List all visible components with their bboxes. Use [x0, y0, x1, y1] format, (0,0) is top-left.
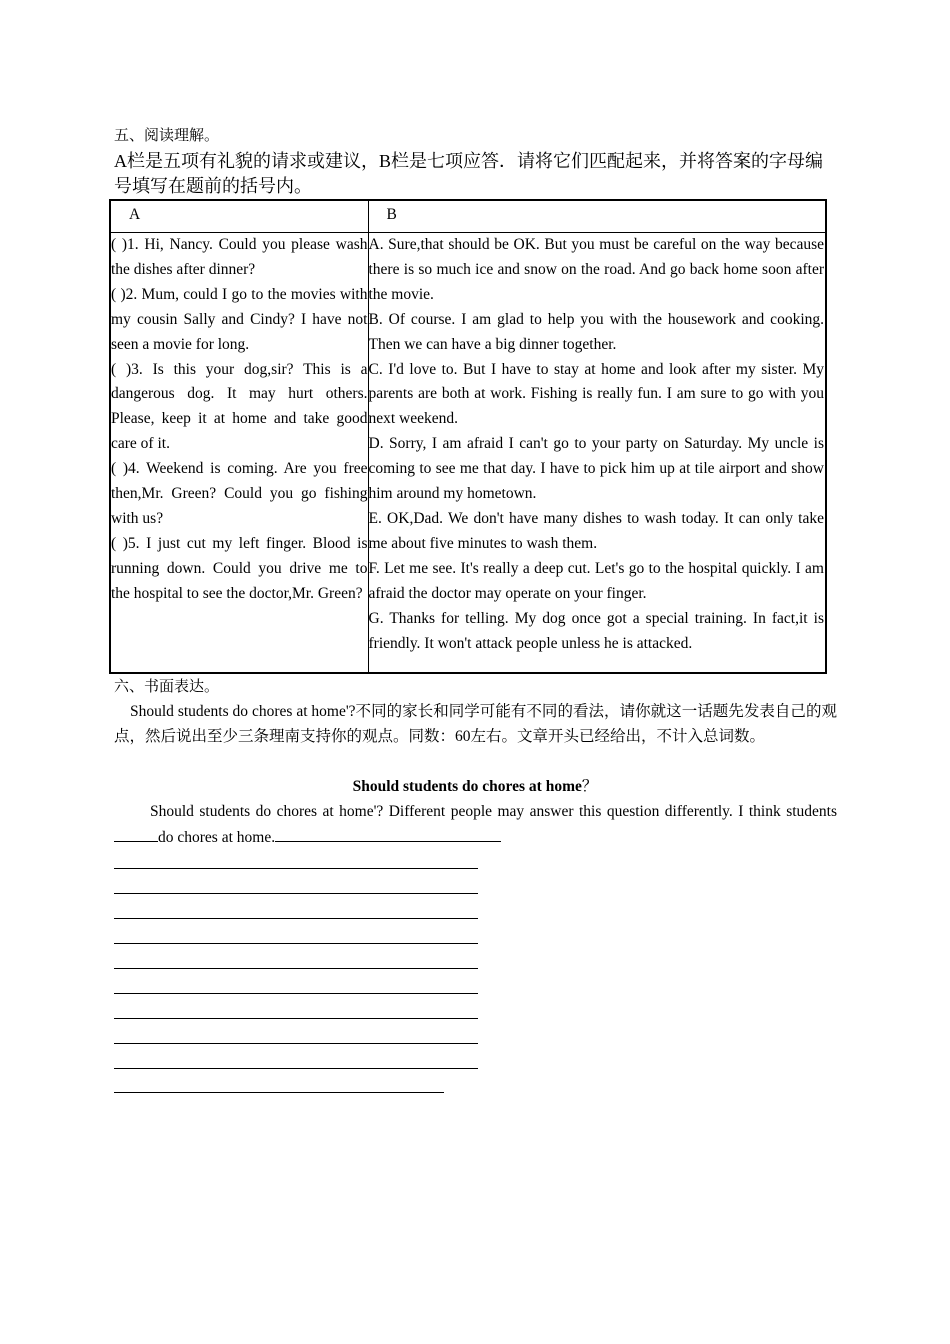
writing-line[interactable] — [114, 868, 478, 869]
essay-opening-part-1: Should students do chores at home'? Different people may answer this question differently. I think students — [150, 803, 837, 820]
option-b: B. Of course. I am glad to help you with the housework and cooking. Then we can have a big dinner together. — [368, 310, 824, 353]
option-f: F. Let me see. It's really a deep cut. Let's go to the hospital quickly. I am afraid the doctor may operate on your finger. — [368, 559, 824, 602]
essay-title — [0, 775, 950, 799]
question-1[interactable]: ( )1. Hi, Nancy. Could you please wash the dishes after dinner? — [111, 236, 368, 278]
writing-blank-inline[interactable] — [275, 825, 501, 842]
writing-line[interactable] — [114, 1018, 478, 1019]
column-b-header: B — [368, 200, 826, 233]
question-4[interactable]: ( )4. Weekend is coming. Are you free then,Mr. Green? Could you go fishing with us? — [111, 460, 368, 527]
section-6-title: 六、书面表达。 — [114, 679, 220, 695]
question-5[interactable]: ( )5. I just cut my left finger. Blood is running down. Could you drive me to the hospital to see the doctor,Mr. Green? — [111, 534, 368, 602]
writing-line[interactable] — [114, 993, 478, 994]
question-2[interactable]: ( )2. Mum, could I go to the movies with my cousin Sally and Cindy? I have not seen a movie for long. — [111, 285, 368, 353]
option-a: A. Sure,that should be OK. But you must be careful on the way because there is so much ice and snow on the road. And go back home soon after the movie. — [368, 236, 824, 303]
writing-prompt: Should students do chores at home'?不同的家长和同学可能有不同的看法，请你就这一话题先发表自己的观点，然后说出至少三条理南支持你的观点。同数：60左右。文章开头已经给出，不计入总词数。 — [114, 703, 837, 745]
writing-line[interactable] — [114, 1092, 444, 1093]
essay-opening-part-2: do chores at home. — [158, 828, 276, 846]
writing-line[interactable] — [114, 893, 478, 894]
writing-line[interactable] — [114, 943, 478, 944]
section-5-instructions: A栏是五项有礼貌的请求或建议，B栏是七项应答．请将它们匹配起来，并将答案的字母编号填写在题前的括号内。 — [114, 151, 824, 196]
option-c: C. I'd love to. But I have to stay at home and look after my sister. My parents are both at work. Fishing is really fun. I am sure to go with you next weekend. — [368, 360, 824, 428]
column-b-options — [368, 233, 826, 674]
opinion-blank[interactable] — [114, 825, 158, 842]
essay-title-mark: ？ — [581, 778, 598, 795]
option-d: D. Sorry, I am afraid I can't go to your party on Saturday. My uncle is coming to see me that day. I have to pick him up at tile airport and show him around my hometown. — [368, 435, 824, 503]
writing-line[interactable] — [114, 968, 478, 969]
question-3[interactable]: ( )3. Is this your dog,sir? This is a dangerous dog. It may hurt others. Please, keep it at home and take good care of it. — [111, 360, 368, 453]
option-g: G. Thanks for telling. My dog once got a special training. In fact,it is friendly. It won't attack people unless he is attacked. — [368, 609, 824, 652]
essay-title-text: Should students do chores at home — [352, 778, 582, 795]
writing-line[interactable] — [114, 918, 478, 919]
writing-line[interactable] — [114, 1068, 478, 1069]
matching-table — [109, 199, 827, 674]
section-5-title: 五、阅读理解。 — [114, 128, 220, 144]
essay-opening — [114, 800, 837, 850]
option-e: E. OK,Dad. We don't have many dishes to wash today. It can only take me about five minutes to wash them. — [368, 509, 824, 552]
column-a-header: A — [110, 200, 368, 233]
writing-line[interactable] — [114, 1043, 478, 1044]
column-a-questions — [110, 233, 368, 674]
